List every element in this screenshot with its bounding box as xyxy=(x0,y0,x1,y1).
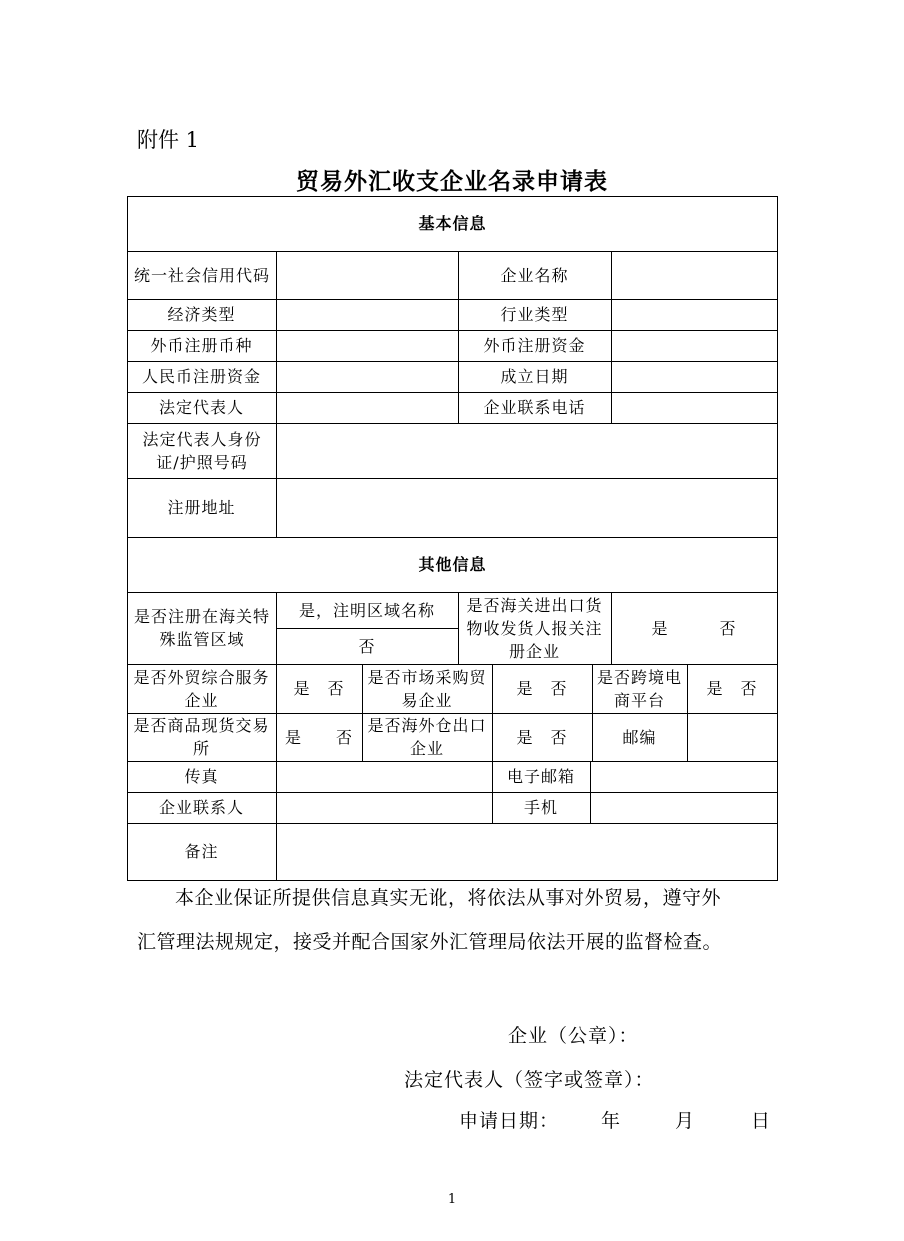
input-remarks[interactable] xyxy=(277,824,777,880)
label-foreign-trade-service: 是否外贸综合服务企业 xyxy=(133,667,270,710)
label-overseas-warehouse: 是否海外仓出口企业 xyxy=(367,716,487,758)
label-fx-capital: 外币注册资金 xyxy=(483,336,586,355)
label-rmb-capital: 人民币注册资金 xyxy=(141,367,261,386)
application-date-label: 申请日期： xyxy=(459,1110,560,1132)
input-reg-address[interactable] xyxy=(277,479,777,537)
label-industry-type: 行业类型 xyxy=(500,305,569,324)
section-basic-info: 基本信息 xyxy=(418,214,487,233)
input-legal-rep-id[interactable] xyxy=(277,424,777,478)
label-legal-rep: 法定代表人 xyxy=(158,398,244,417)
label-spot-exchange: 是否商品现货交易所 xyxy=(133,716,270,758)
signature-legal-rep: 法定代表人（签字或签章）： xyxy=(404,1069,655,1091)
input-company-name[interactable] xyxy=(612,252,777,299)
label-company-phone: 企业联系电话 xyxy=(483,398,586,417)
label-economic-type: 经济类型 xyxy=(167,305,236,324)
input-fax[interactable] xyxy=(277,762,492,792)
option-zone-no[interactable]: 否 xyxy=(358,636,376,656)
option-zone-yes[interactable]: 是，注明区域名称 xyxy=(298,600,435,620)
label-contact: 企业联系人 xyxy=(158,798,244,817)
table-rule xyxy=(458,592,459,664)
label-postcode: 邮编 xyxy=(622,727,657,747)
label-email: 电子邮箱 xyxy=(506,767,575,786)
label-remarks: 备注 xyxy=(184,842,219,861)
label-legal-rep-id: 法定代表人身份证/护照号码 xyxy=(142,429,262,472)
label-fx-currency: 外币注册币种 xyxy=(150,336,253,355)
option-spot-yes-no[interactable]: 是 否 xyxy=(284,727,353,747)
label-customs-consignor: 是否海关进出口货物收发货人报关注册企业 xyxy=(466,595,603,661)
page-number: 1 xyxy=(447,1192,457,1207)
label-reg-address: 注册地址 xyxy=(167,498,236,517)
declaration-line-1: 本企业保证所提供信息真实无讹，将依法从事对外贸易，遵守外 xyxy=(175,887,722,909)
table-rule xyxy=(362,664,363,761)
option-fts-yes-no[interactable]: 是 否 xyxy=(293,679,345,698)
input-postcode[interactable] xyxy=(688,714,777,761)
form-title: 贸易外汇收支企业名录申请表 xyxy=(296,168,608,195)
input-contact[interactable] xyxy=(277,793,492,823)
label-company-name: 企业名称 xyxy=(500,265,569,285)
date-month: 月 xyxy=(675,1110,696,1132)
option-consignor-yes-no[interactable]: 是 否 xyxy=(651,618,737,638)
option-cb-yes-no[interactable]: 是 否 xyxy=(706,679,758,698)
input-email[interactable] xyxy=(591,762,777,792)
date-day: 日 xyxy=(751,1110,772,1132)
declaration-line-2: 汇管理法规规定，接受并配合国家外汇管理局依法开展的监督检查。 xyxy=(137,931,723,953)
input-mobile[interactable] xyxy=(591,793,777,823)
signature-company-seal: 企业（公章）： xyxy=(508,1025,639,1047)
date-year: 年 xyxy=(601,1110,622,1132)
label-market-procurement: 是否市场采购贸易企业 xyxy=(367,667,487,710)
label-mobile: 手机 xyxy=(523,798,558,817)
label-cross-border: 是否跨境电商平台 xyxy=(596,667,682,710)
label-fax: 传真 xyxy=(184,767,219,786)
option-ow-yes-no[interactable]: 是 否 xyxy=(516,727,568,747)
table-border-bottom xyxy=(127,880,778,881)
label-credit-code: 统一社会信用代码 xyxy=(133,265,270,285)
input-credit-code[interactable] xyxy=(277,252,458,299)
attachment-label: 附件 1 xyxy=(137,128,200,152)
label-est-date: 成立日期 xyxy=(500,367,569,386)
label-customs-zone: 是否注册在海关特殊监管区域 xyxy=(133,607,270,649)
section-other-info: 其他信息 xyxy=(418,555,487,574)
option-mp-yes-no[interactable]: 是 否 xyxy=(516,679,568,698)
